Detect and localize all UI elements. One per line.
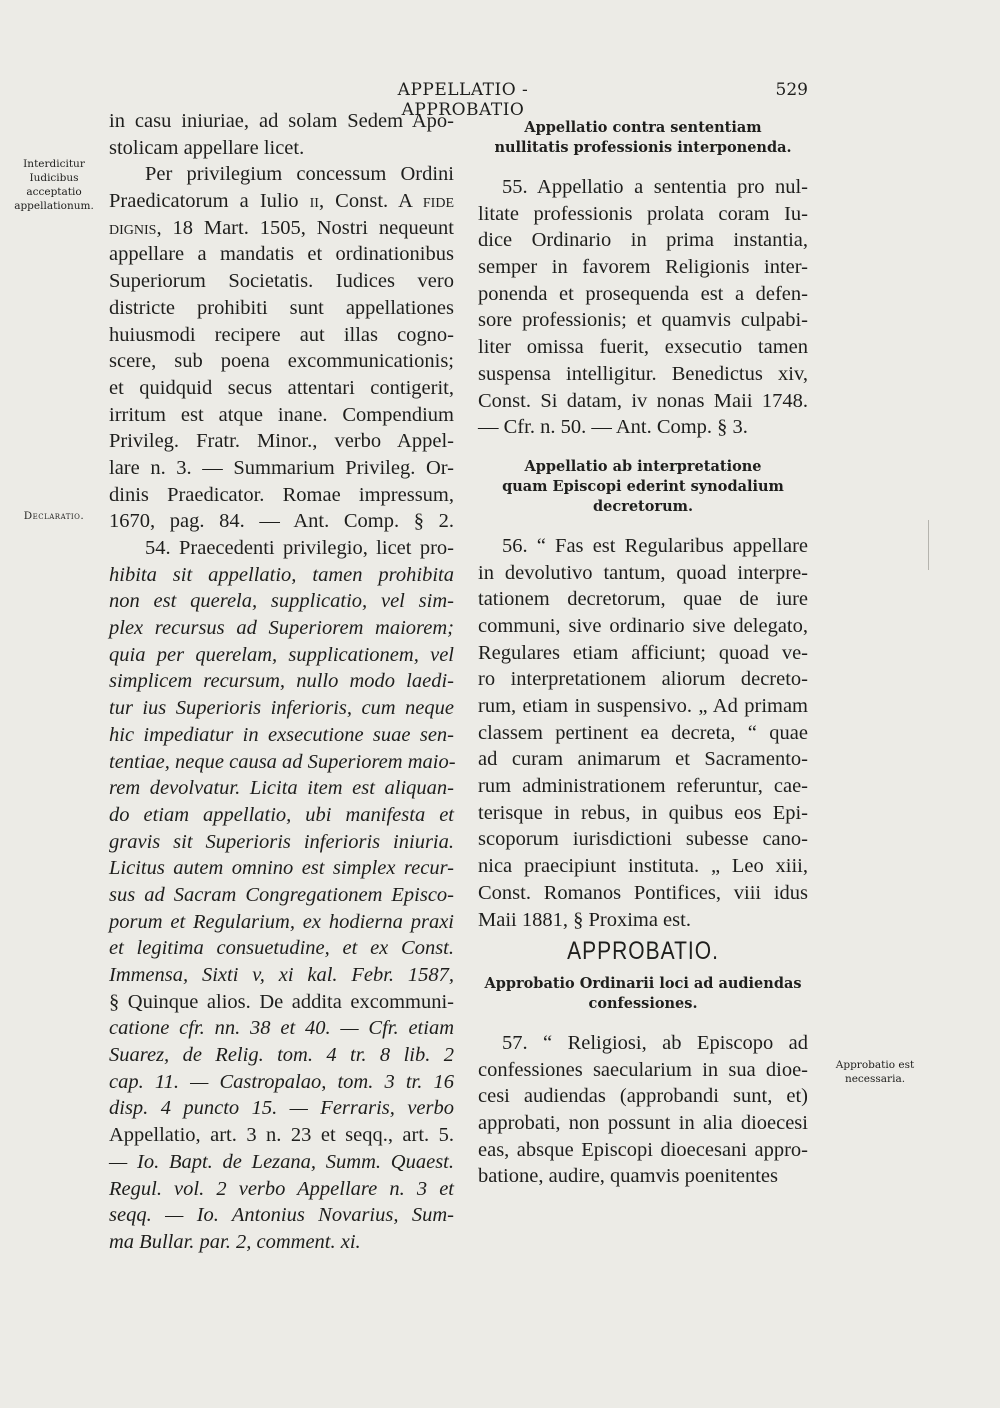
heading-line: Appellatio contra sententiam [524, 119, 762, 136]
text-line: catione cfr. nn. 38 et 40. — Cfr. etiam [109, 1017, 454, 1040]
text-line: rum, etiam in suspensivo. „ Ad primam [478, 695, 808, 717]
text-line: 55. Appellatio a sententia pro nul- [502, 176, 808, 198]
text-line: rem devolvatur. Licita item est aliquan- [109, 777, 454, 800]
text-line: Maii 1881, § Proxima est. [478, 908, 691, 931]
text-line: dice Ordinario in prima instantia, [478, 229, 808, 252]
text-line: ad curam animarum et Sacramento- [478, 748, 808, 771]
paragraph-56 [478, 533, 808, 933]
text-line: Regul. vol. 2 verbo Appellare n. 3 et [109, 1177, 454, 1200]
text-line: dignis, 18 Mart. 1505, Nostri nequeunt [109, 216, 454, 239]
text-line: Suarez, de Relig. tom. 4 tr. 8 lib. 2 [109, 1044, 454, 1067]
text-line: non est querela, supplicatio, vel sim- [109, 590, 454, 613]
text-line: terisque in rebus, in quibus eos Epi- [478, 801, 808, 824]
text-line: do etiam appellatio, ubi manifesta et [109, 803, 454, 826]
text-line: communi, sive ordinario sive delegato, [478, 614, 808, 637]
text-line: scere, sub poena excommunicationis; [109, 350, 454, 373]
text-line: lare n. 3. — Summarium Privileg. Or- [109, 456, 454, 479]
text-line: suspensa intelligitur. Benedictus xiv, [478, 362, 808, 385]
text-line: 57. “ Religiosi, ab Episcopo ad [502, 1031, 808, 1054]
text-line: liter omissa fuerit, exsecutio tamen [478, 336, 808, 359]
right-column [478, 108, 808, 1190]
margin-note-line: necessaria. [844, 1073, 906, 1085]
heading-approbatio-ordinarii [478, 974, 808, 1014]
text-line: huiusmodi recipere aut illas cogno- [109, 323, 454, 346]
text-line: scoporum iurisdictioni subesse cano- [478, 828, 808, 851]
text-line: Appellatio, art. 3 n. 23 et seqq., art. 5. [109, 1124, 454, 1147]
text-line: 56. “ Fas est Regularibus appellare [502, 534, 808, 557]
text-line: porum et Regularium, ex hodierna praxi [109, 910, 454, 933]
text-line: sore professionis; et quamvis culpabi- [478, 309, 808, 332]
text-line: Const. Si datam, iv nonas Maii 1748. [478, 389, 808, 412]
paragraph-57 [478, 1030, 808, 1190]
text-line: Superiorum Societatis. Iudices vero [109, 270, 454, 293]
text-line: irritum est atque inane. Compendium [109, 403, 454, 426]
heading-appellatio-nullitatis [478, 118, 808, 158]
text-line: cesi audiendas (approbandi sunt, et) [478, 1085, 808, 1108]
heading-line: Appellatio ab interpretatione [524, 457, 762, 475]
left-column [109, 108, 454, 1256]
heading-appellatio-interpretatione [478, 457, 808, 517]
text-line: hic impediatur in exsecutione suae sen- [109, 723, 454, 746]
text-line: in devolutivo tantum, quoad interpre- [478, 561, 808, 584]
margin-note-line: Interdicitur [23, 158, 85, 170]
text-line: Immensa, Sixti v, xi kal. Febr. 1587, [109, 964, 454, 986]
margin-note-approbatio [820, 1058, 930, 1086]
margin-note-line: Approbatio est [835, 1059, 915, 1071]
text-line: batione, audire, quamvis poenitentes [478, 1165, 779, 1188]
text-line: dinis Praedicator. Romae impressum, [109, 483, 454, 506]
text-line: et quidquid secus attentari contigerit, [109, 376, 454, 399]
text-line: cap. 11. — Castropalao, tom. 3 tr. 16 [109, 1070, 454, 1093]
text-line: classem pertinent ea decreta, “ quae [478, 721, 808, 744]
text-line: plex recursus ad Superiorem maiorem; [109, 617, 454, 640]
text-line: disp. 4 puncto 15. — Ferraris, verbo [109, 1097, 454, 1120]
text-line: in casu iniuriae, ad solam Sedem Apo- [109, 110, 454, 132]
text-line: 1670, pag. 84. — Ant. Comp. § 2. [109, 510, 454, 533]
heading-line: confessiones. [588, 994, 698, 1012]
text-line: stolicam appellare licet. [109, 136, 305, 159]
heading-line: nullitatis professionis interponenda. [494, 139, 792, 156]
text-line: simplicem recursum, nullo modo laedi- [109, 670, 454, 693]
margin-note-line: Iudicibus [29, 172, 79, 184]
text-line: nica praecipiunt instituta. „ Leo xiii, [478, 855, 808, 878]
text-line: tur ius Superioris inferioris, cum neque [109, 697, 454, 720]
bleed-through-mark [928, 520, 929, 570]
margin-note-line: appellationum. [14, 200, 94, 212]
text-line: Praedicatorum a Iulio ii, Const. A fide [109, 190, 455, 213]
heading-line: quam Episcopi ederint synodalium [502, 477, 784, 495]
text-line: sus ad Sacram Congregationem Episco- [109, 883, 454, 906]
text-line: Licitus autem omnino est simplex recur- [109, 857, 454, 880]
text-line: ro interpretationem aliorum decreto- [478, 668, 808, 691]
text-line: litate professionis prolata coram Iu- [478, 202, 808, 225]
text-line: 54. Praecedenti privilegio, licet pro- [145, 537, 454, 559]
running-head [0, 80, 1000, 120]
text-line: quia per querelam, supplicationem, vel [109, 643, 454, 666]
heading-line: decretorum. [593, 497, 693, 515]
text-line: seqq. — Io. Antonius Novarius, Sum- [109, 1204, 454, 1227]
running-head-title: APPELLATIO - APPROBATIO [397, 80, 529, 120]
margin-note-line: acceptatio [26, 186, 82, 198]
text-line: ma Bullar. par. 2, comment. xi. [109, 1230, 361, 1253]
text-line: — Cfr. n. 50. — Ant. Comp. § 3. [478, 416, 748, 439]
text-line: tationem decretorum, quae de iure [478, 588, 808, 611]
text-line: Regulares etiam afficiunt; quoad ve- [478, 641, 808, 664]
text-line: et legitima consuetudine, et ex Const. [109, 937, 454, 960]
text-line: rum administrationem referuntur, cae- [478, 775, 808, 798]
text-line: approbati, non possunt in alia dioecesi [478, 1111, 808, 1134]
text-line: confessiones saecularium in sua dioe- [478, 1058, 808, 1081]
text-line: § Quinque alios. De addita excommuni- [109, 990, 454, 1013]
margin-note-interdicitur [4, 157, 104, 213]
text-line: hibita sit appellatio, tamen prohibita [109, 563, 454, 586]
text-line: ponenda et prosequenda est a defen- [478, 282, 808, 305]
text-line: — Io. Bapt. de Lezana, Summ. Quaest. [109, 1150, 454, 1173]
text-line: tentiae, neque causa ad Superiorem maio- [109, 750, 456, 773]
text-line: Const. Romanos Pontifices, viii idus [478, 881, 808, 904]
text-line: eas, absque Episcopi dioecesani appro- [478, 1138, 808, 1161]
text-line: Privileg. Fratr. Minor., verbo Appel- [109, 430, 454, 453]
section-title-approbatio: APPROBATIO. [567, 937, 719, 966]
text-line: semper in favorem Religionis inter- [478, 256, 808, 279]
heading-line: Approbatio Ordinarii loci ad audiendas [484, 974, 802, 992]
text-line: districte prohibiti sunt appellationes [109, 296, 454, 319]
margin-note-declaratio: Declaratio. [23, 510, 85, 522]
text-line: appellare a mandatis et ordinationibus [109, 243, 454, 266]
paragraph-55 [478, 174, 808, 441]
page-number: 529 [775, 80, 808, 100]
text-line: Per privilegium concessum Ordini [145, 163, 454, 186]
text-line: gravis sit Superioris inferioris iniuria. [109, 830, 454, 853]
